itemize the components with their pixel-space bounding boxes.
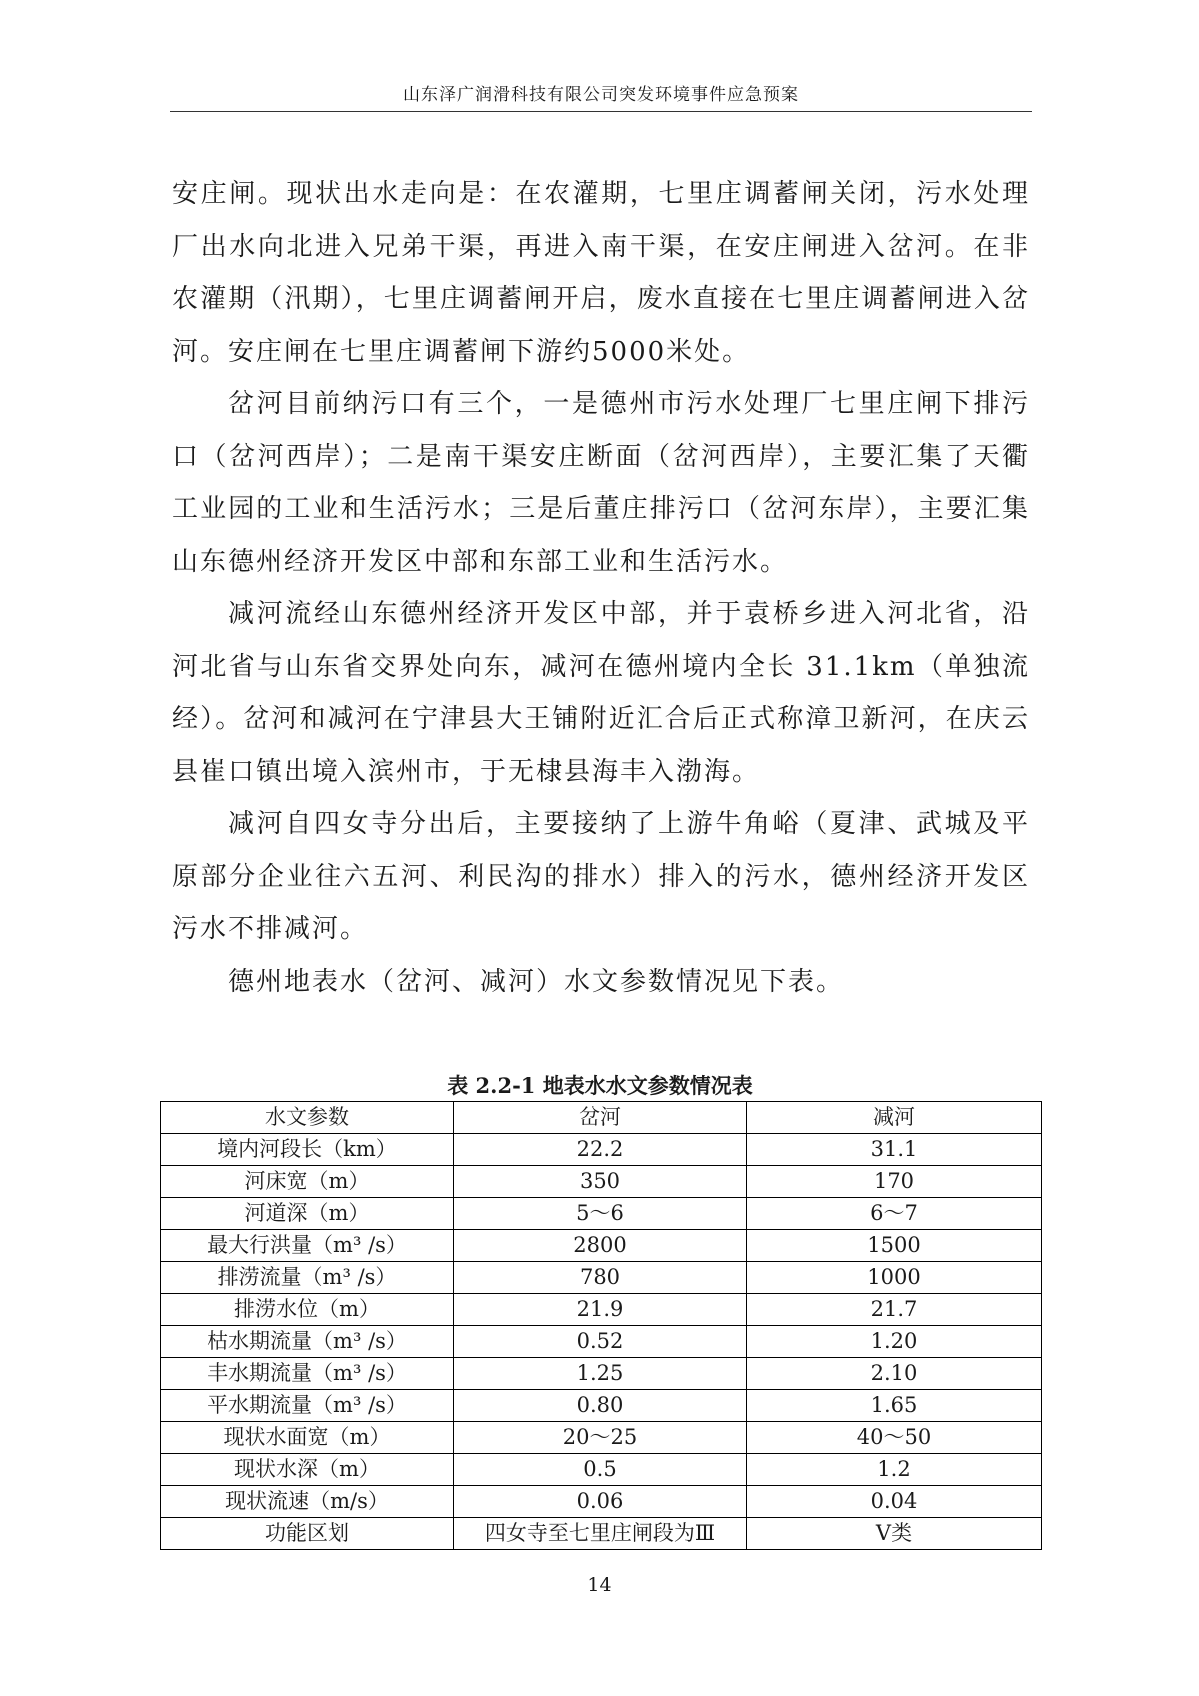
row-parameter-cell: 功能区划 bbox=[161, 1518, 454, 1550]
row-jianhe-cell: 40～50 bbox=[747, 1422, 1042, 1454]
paragraph-1: 安庄闸。现状出水走向是：在农灌期，七里庄调蓄闸关闭，污水处理厂出水向北进入兄弟干渠，再进入南干渠，在安庄闸进入岔河。在非农灌期（汛期），七里庄调蓄闸开启，废水直接在七里庄调蓄闸进入岔河。安庄闸在七里庄调蓄闸下游约5000米处。 bbox=[172, 179, 1030, 367]
body-text bbox=[172, 168, 1030, 1008]
hydrology-table bbox=[160, 1101, 1042, 1550]
table-row bbox=[161, 1198, 1042, 1230]
row-jianhe-cell: 21.7 bbox=[747, 1294, 1042, 1326]
row-chahe-cell: 5～6 bbox=[454, 1198, 747, 1230]
row-chahe-cell: 1.25 bbox=[454, 1358, 747, 1390]
table-row bbox=[161, 1454, 1042, 1486]
table-row bbox=[161, 1422, 1042, 1454]
row-chahe-cell: 780 bbox=[454, 1262, 747, 1294]
row-chahe-cell: 0.5 bbox=[454, 1454, 747, 1486]
row-parameter-cell: 现状流速（m/s） bbox=[161, 1486, 454, 1518]
header-cell-parameter: 水文参数 bbox=[161, 1102, 454, 1134]
row-parameter-cell: 境内河段长（km） bbox=[161, 1134, 454, 1166]
row-chahe-cell: 0.52 bbox=[454, 1326, 747, 1358]
header-cell-chahe: 岔河 bbox=[454, 1102, 747, 1134]
header-cell-jianhe: 减河 bbox=[747, 1102, 1042, 1134]
table-row bbox=[161, 1166, 1042, 1198]
row-parameter-cell: 现状水深（m） bbox=[161, 1454, 454, 1486]
table-header-row bbox=[161, 1102, 1042, 1134]
row-parameter-cell: 平水期流量（m³ /s） bbox=[161, 1390, 454, 1422]
row-chahe-cell: 0.06 bbox=[454, 1486, 747, 1518]
paragraph-3: 减河流经山东德州经济开发区中部，并于袁桥乡进入河北省，沿河北省与山东省交界处向东，减河在德州境内全长 31.1km（单独流经）。岔河和减河在宁津县大王铺附近汇合后正式称漳卫新河，在庆云县崔口镇出境入滨州市，于无棣县海丰入渤海。 bbox=[172, 599, 1030, 787]
table-row bbox=[161, 1326, 1042, 1358]
row-jianhe-cell: 1.2 bbox=[747, 1454, 1042, 1486]
row-jianhe-cell: 1500 bbox=[747, 1230, 1042, 1262]
row-parameter-cell: 排涝水位（m） bbox=[161, 1294, 454, 1326]
paragraph-2: 岔河目前纳污口有三个，一是德州市污水处理厂七里庄闸下排污口（岔河西岸）；二是南干渠安庄断面（岔河西岸），主要汇集了天衢工业园的工业和生活污水；三是后董庄排污口（岔河东岸），主要汇集山东德州经济开发区中部和东部工业和生活污水。 bbox=[172, 389, 1030, 577]
row-parameter-cell: 现状水面宽（m） bbox=[161, 1422, 454, 1454]
row-jianhe-cell: 1000 bbox=[747, 1262, 1042, 1294]
row-chahe-cell: 四女寺至七里庄闸段为Ⅲ bbox=[454, 1518, 747, 1550]
row-chahe-cell: 21.9 bbox=[454, 1294, 747, 1326]
row-chahe-cell: 20～25 bbox=[454, 1422, 747, 1454]
table-caption: 表 2.2-1 地表水水文参数情况表 bbox=[447, 1073, 753, 1098]
table-row bbox=[161, 1294, 1042, 1326]
row-jianhe-cell: Ⅴ类 bbox=[747, 1518, 1042, 1550]
row-chahe-cell: 2800 bbox=[454, 1230, 747, 1262]
table-row bbox=[161, 1486, 1042, 1518]
row-parameter-cell: 河床宽（m） bbox=[161, 1166, 454, 1198]
row-parameter-cell: 最大行洪量（m³ /s） bbox=[161, 1230, 454, 1262]
row-chahe-cell: 22.2 bbox=[454, 1134, 747, 1166]
row-jianhe-cell: 6～7 bbox=[747, 1198, 1042, 1230]
table-row bbox=[161, 1134, 1042, 1166]
paragraph-5: 德州地表水（岔河、减河）水文参数情况见下表。 bbox=[228, 966, 845, 997]
row-jianhe-cell: 2.10 bbox=[747, 1358, 1042, 1390]
header-divider bbox=[170, 111, 1032, 112]
table-row bbox=[161, 1518, 1042, 1550]
row-chahe-cell: 0.80 bbox=[454, 1390, 747, 1422]
row-parameter-cell: 枯水期流量（m³ /s） bbox=[161, 1326, 454, 1358]
table-body bbox=[161, 1134, 1042, 1550]
table-row bbox=[161, 1358, 1042, 1390]
row-chahe-cell: 350 bbox=[454, 1166, 747, 1198]
row-jianhe-cell: 1.65 bbox=[747, 1390, 1042, 1422]
row-jianhe-cell: 31.1 bbox=[747, 1134, 1042, 1166]
page-number: 14 bbox=[587, 1574, 612, 1596]
row-parameter-cell: 排涝流量（m³ /s） bbox=[161, 1262, 454, 1294]
row-jianhe-cell: 1.20 bbox=[747, 1326, 1042, 1358]
row-parameter-cell: 丰水期流量（m³ /s） bbox=[161, 1358, 454, 1390]
table-row bbox=[161, 1230, 1042, 1262]
table-row bbox=[161, 1390, 1042, 1422]
table-row bbox=[161, 1262, 1042, 1294]
row-jianhe-cell: 0.04 bbox=[747, 1486, 1042, 1518]
row-jianhe-cell: 170 bbox=[747, 1166, 1042, 1198]
header-title: 山东泽广润滑科技有限公司突发环境事件应急预案 bbox=[403, 85, 799, 105]
row-parameter-cell: 河道深（m） bbox=[161, 1198, 454, 1230]
paragraph-4: 减河自四女寺分出后，主要接纳了上游牛角峪（夏津、武城及平原部分企业往六五河、利民沟的排水）排入的污水，德州经济开发区污水不排减河。 bbox=[172, 809, 1030, 944]
